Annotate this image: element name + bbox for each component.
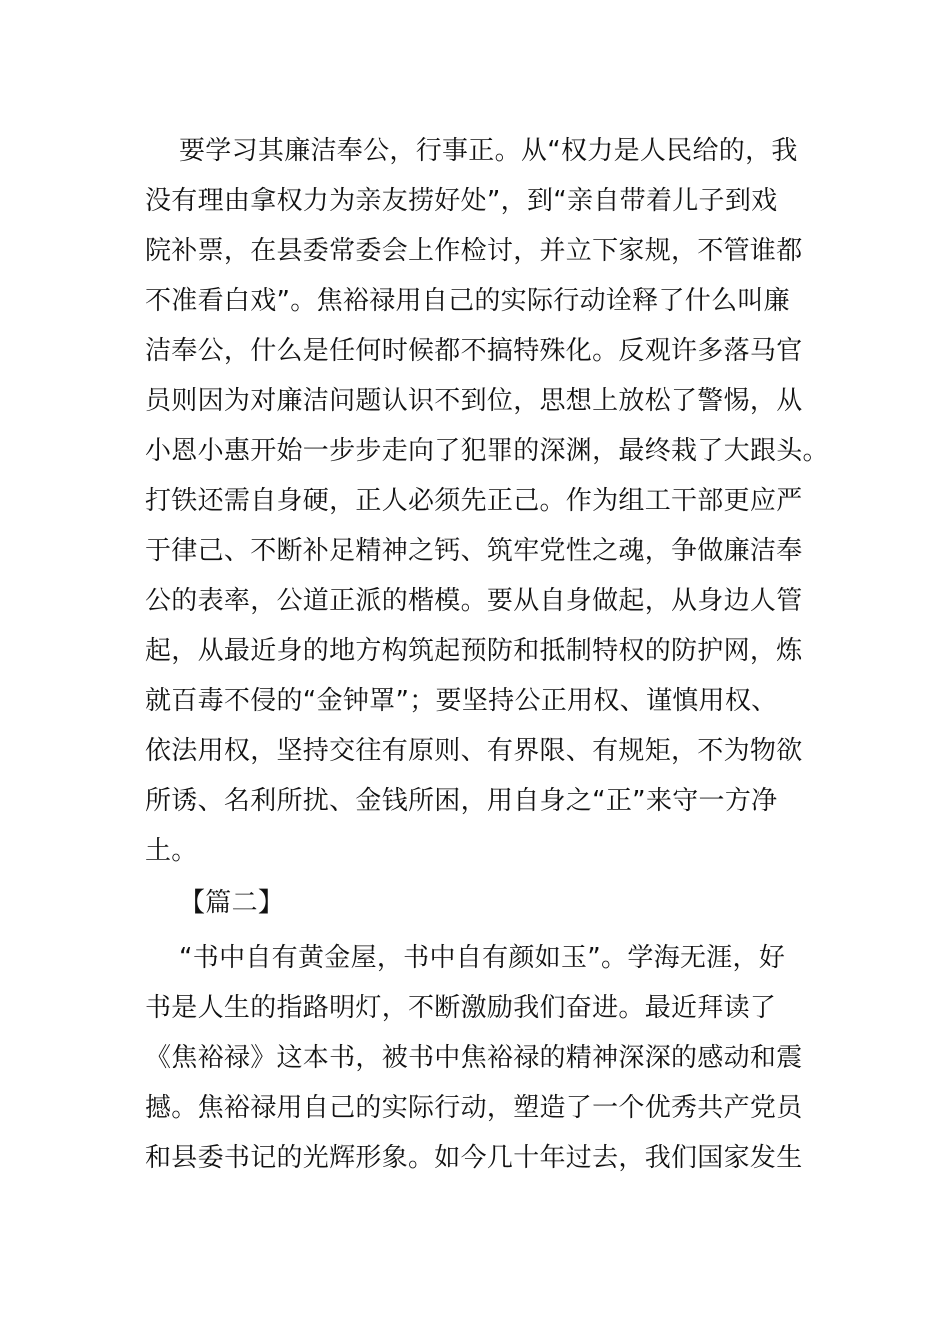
text-line: 《焦裕禄》这本书，被书中焦裕禄的精神深深的感动和震 [145,1043,803,1073]
text-line: 小恩小惠开始一步步走向了犯罪的深渊，最终栽了大跟头。 [145,436,829,466]
text-line: 土。 [145,836,198,866]
text-line: 公的表率，公道正派的楷模。要从自身做起，从身边人管 [145,586,803,616]
section-heading: 【篇二】 [179,888,285,918]
text-line: 撼。焦裕禄用自己的实际行动，塑造了一个优秀共产党员 [145,1093,803,1123]
text-line: 没有理由拿权力为亲友捞好处”，到“亲自带着儿子到戏 [145,186,778,216]
text-line: “书中自有黄金屋，书中自有颜如玉”。学海无涯，好 [179,943,786,973]
text-line: 起，从最近身的地方构筑起预防和抵制特权的防护网，炼 [145,636,803,666]
text-line: 就百毒不侵的“金钟罩”；要坚持公正用权、谨慎用权、 [145,686,778,716]
text-line: 和县委书记的光辉形象。如今几十年过去，我们国家发生 [145,1143,803,1173]
text-line: 不准看白戏”。焦裕禄用自己的实际行动诠释了什么叫廉 [145,286,790,316]
text-line: 所诱、名利所扰、金钱所困，用自身之“正”来守一方净 [145,786,778,816]
text-line: 员则因为对廉洁问题认识不到位，思想上放松了警惕，从 [145,386,803,416]
text-line: 书是人生的指路明灯，不断激励我们奋进。最近拜读了 [145,993,777,1023]
text-line: 洁奉公，什么是任何时候都不搞特殊化。反观许多落马官 [145,336,803,366]
text-line: 院补票，在县委常委会上作检讨，并立下家规，不管谁都 [145,236,803,266]
text-line: 要学习其廉洁奉公，行事正。从“权力是人民给的，我 [179,136,798,166]
text-line: 打铁还需自身硬，正人必须先正己。作为组工干部更应严 [145,486,803,516]
text-line: 于律己、不断补足精神之钙、筑牢党性之魂，争做廉洁奉 [145,536,803,566]
text-line: 依法用权，坚持交往有原则、有界限、有规矩，不为物欲 [145,736,803,766]
